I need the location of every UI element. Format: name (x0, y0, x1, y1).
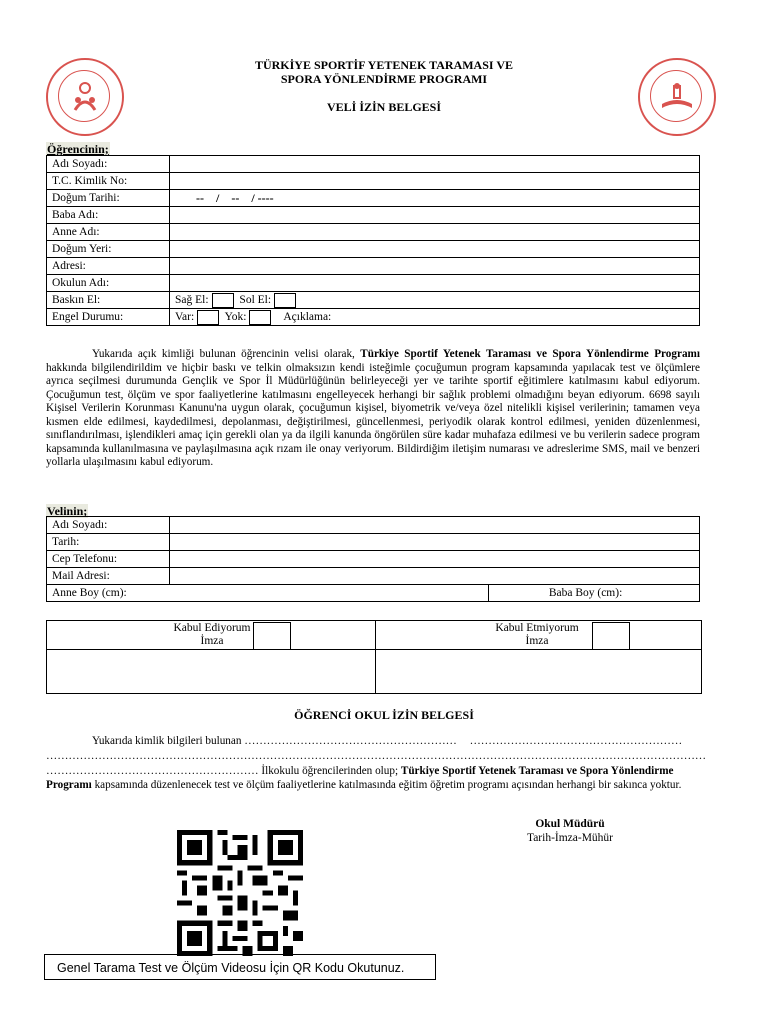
student-father-label: Baba Adı: (47, 207, 170, 224)
parent-section-label: Velinin; (47, 504, 88, 518)
right-hand-checkbox[interactable] (212, 293, 234, 308)
school-dots-line2[interactable]: …………………………………………………………………………………………………………………………………………………………… (46, 750, 706, 762)
student-disability-field (170, 309, 700, 326)
school-paragraph (46, 764, 712, 792)
document-title: VELİ İZİN BELGESİ (326, 100, 442, 114)
consent-body: hakkında bilgilendirildim ve hiçbir baskı ve telkin olmaksızın kendi isteğimle çocuğumun program kapsamında yapılacak test ve ölçümlere ayrıca seçilmesi durumunda Gençlik ve Spor İl Müdürlüğünün belirleyeceği yer ve tarihte sportif eğitimlere katılmasını kabul ediyorum. Çocuğumun test, ölçüm ve spor faaliyetlerine katılmasını engelleyecek herhangi bir sağlık problemi olmadığını beyan ediyorum. 6698 sayılı Kişisel Verilerin Korunması Kanunu'na uygun olarak, çocuğumun kişisel, biyometrik ve/veya özel nitelikli kişisel verilerinin; tamamen veya kısmen elde edilmesi, kaydedilmesi, depolanması, değiştirilmesi, güncellenmesi, periyodik olarak kontrol edilmesi, yeniden düzenlenmesi, sınıflandırılması, işlendikleri amaç için gerekli olan ya da ilgili kanunda öngörülen süre kadar muhafaza edilmesi ve bu verilerin sadece program kapsamında kullanılmasına ve paylaşılmasına açık rızam ile onay veriyorum. Bildirdiğim iletişim numarası ve adreslerime SMS, mail ve benzeri yollarla ulaşılmasını kabul ediyorum. (46, 361, 700, 468)
parent-date-field[interactable] (170, 534, 700, 551)
father-height-label: Baba Boy (cm): (548, 587, 623, 599)
school-line1 (46, 735, 706, 747)
consent-paragraph (46, 348, 700, 470)
school-permission-title: ÖĞRENCİ OKUL İZİN BELGESİ (294, 708, 474, 722)
school-name-dots[interactable]: ………………………………………………… (46, 765, 259, 777)
reject-checkbox[interactable] (592, 622, 630, 650)
disability-no-label: Yok: (224, 310, 247, 323)
program-title-line1: TÜRKİYE SPORTİF YETENEK TARAMASI VE (254, 58, 514, 72)
school-closing: kapsamında düzenlenecek test ve ölçüm faaliyetlerine katılmasında eğitim öğretim programı açısından herhangi bir sakınca yoktur. (91, 779, 682, 791)
qr-code[interactable] (177, 830, 303, 956)
left-hand-label: Sol El: (239, 293, 272, 306)
student-tc-field[interactable] (170, 173, 700, 190)
mother-height-cell[interactable] (47, 585, 489, 602)
student-address-field[interactable] (170, 258, 700, 275)
student-mother-field[interactable] (170, 224, 700, 241)
student-birthplace-field[interactable] (170, 241, 700, 258)
student-mother-label: Anne Adı: (47, 224, 170, 241)
student-tc-label: T.C. Kimlik No: (47, 173, 170, 190)
right-hand-label: Sağ El: (175, 293, 209, 306)
student-address-label: Adresi: (47, 258, 170, 275)
accept-signature-label: İmza (200, 635, 224, 647)
program-title-line2: SPORA YÖNLENDİRME PROGRAMI (280, 72, 488, 86)
disability-yes-checkbox[interactable] (197, 310, 219, 325)
student-section-label: Öğrencinin; (47, 142, 109, 156)
parent-name-field[interactable] (170, 517, 700, 534)
student-info-table (46, 155, 700, 326)
accept-checkbox[interactable] (253, 622, 291, 650)
qr-caption: Genel Tarama Test ve Ölçüm Videosu İçin QR Kodu Okutunuz. (44, 954, 436, 980)
school-program-name: Türkiye Sportif Yetenek Taraması ve Spora Yönlendirme Programı (46, 765, 674, 791)
school-dots-a[interactable]: ………………………………………………… (244, 735, 457, 747)
accept-label: Kabul Ediyorum (173, 622, 251, 634)
principal-signature-note: Tarih-İmza-Mühür (526, 832, 614, 844)
parent-date-label: Tarih: (47, 534, 170, 551)
student-name-field[interactable] (170, 156, 700, 173)
consent-signature-table (46, 620, 702, 694)
school-dots-b[interactable]: ………………………………………………… (469, 735, 683, 747)
parent-mail-label: Mail Adresi: (47, 568, 170, 585)
father-height-cell[interactable] (488, 585, 699, 602)
consent-program-name: Türkiye Sportif Yetenek Taraması ve Spora Yönlendirme Programı (360, 348, 700, 360)
parent-phone-label: Cep Telefonu: (47, 551, 170, 568)
reject-signature-label: İmza (525, 635, 549, 647)
disability-no-checkbox[interactable] (249, 310, 271, 325)
school-suffix: İlkokulu öğrencilerinden olup; (258, 765, 401, 777)
student-disability-label: Engel Durumu: (47, 309, 170, 326)
principal-title: Okul Müdürü (535, 818, 605, 830)
consent-intro: Yukarıda açık kimliği bulunan öğrencinin velisi olarak, (92, 348, 361, 360)
student-school-label: Okulun Adı: (47, 275, 170, 292)
reject-label: Kabul Etmiyorum (495, 622, 579, 634)
explanation-label: Açıklama: (283, 310, 332, 323)
reject-signature-area[interactable] (376, 650, 701, 693)
student-name-label: Adı Soyadı: (47, 156, 170, 173)
accept-signature-area[interactable] (47, 650, 375, 693)
parent-phone-field[interactable] (170, 551, 700, 568)
student-birthdate-label: Doğum Tarihi: (47, 190, 170, 207)
student-birthplace-label: Doğum Yeri: (47, 241, 170, 258)
parent-mail-field[interactable] (170, 568, 700, 585)
parent-info-table (46, 516, 700, 602)
parent-name-label: Adı Soyadı: (47, 517, 170, 534)
mother-height-label: Anne Boy (cm): (52, 587, 127, 599)
student-birthdate-field[interactable]: -- / -- / ---- (170, 190, 700, 207)
disability-yes-label: Var: (175, 310, 195, 323)
student-hand-field (170, 292, 700, 309)
student-school-field[interactable] (170, 275, 700, 292)
student-father-field[interactable] (170, 207, 700, 224)
school-line1-text: Yukarıda kimlik bilgileri bulunan (92, 735, 242, 747)
left-hand-checkbox[interactable] (274, 293, 296, 308)
student-hand-label: Baskın El: (47, 292, 170, 309)
